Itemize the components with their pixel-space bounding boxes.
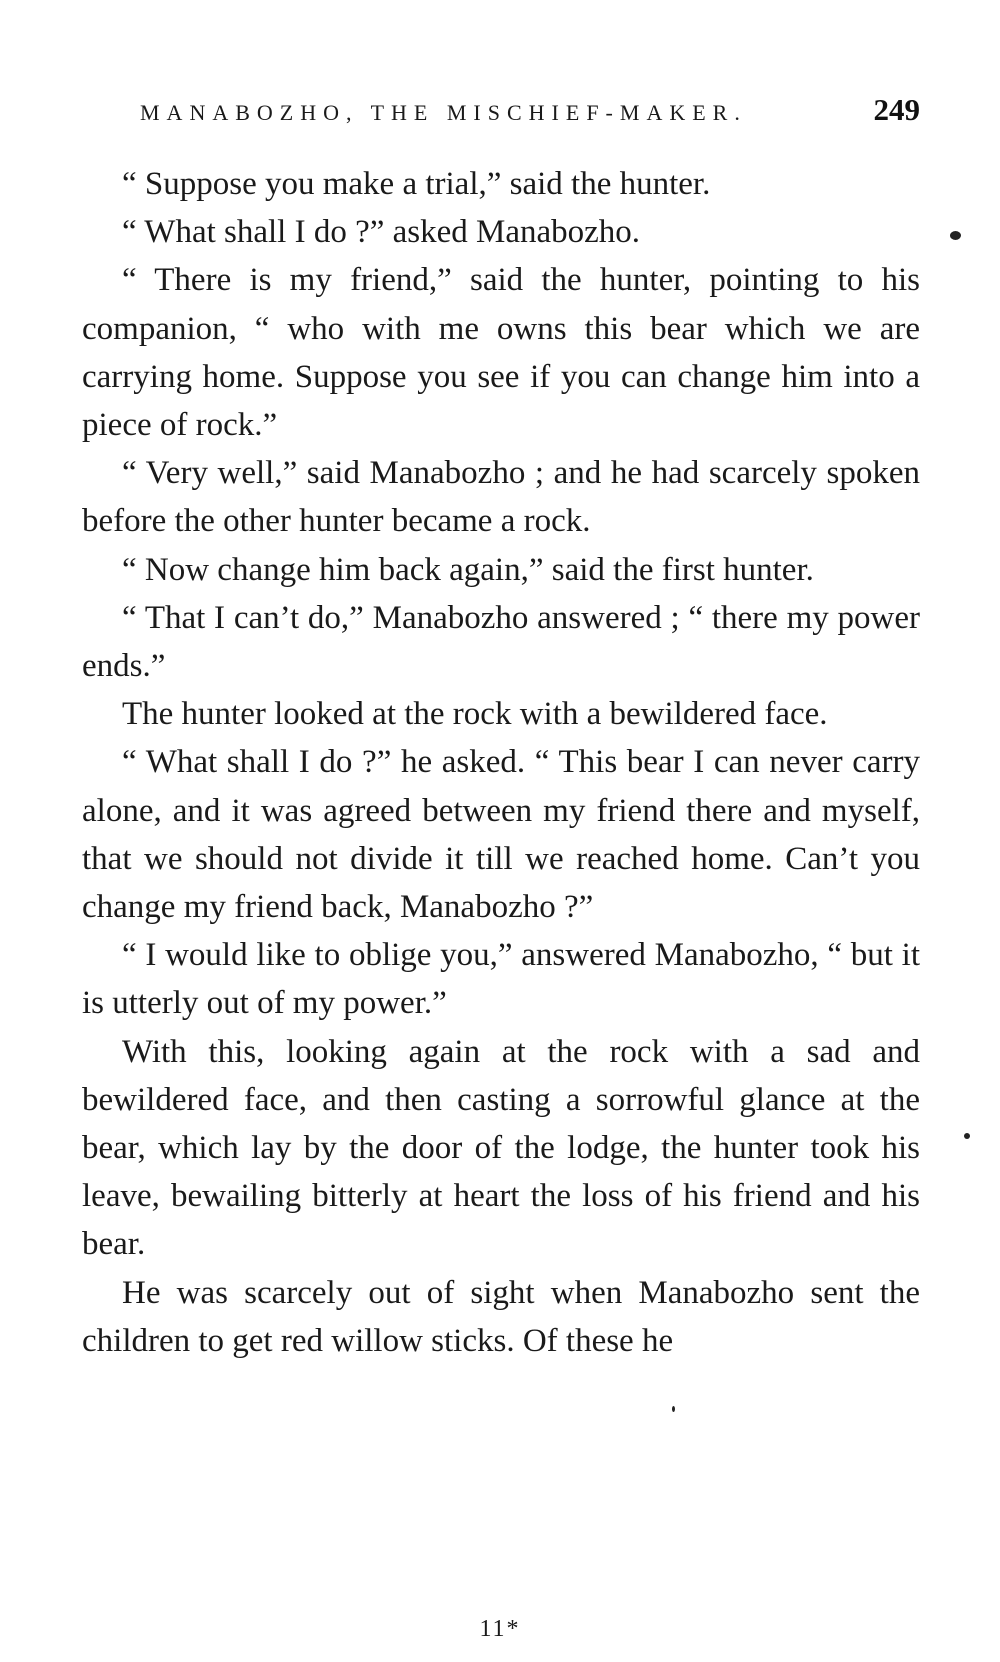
- running-head: [140, 92, 920, 136]
- paragraph: With this, looking again at the rock with a sad and bewildered face, and then casting a sorrowful glance at the bear, which lay by the door of the lodge, the hunter took his leave, bewailing bitterly at heart the loss of his friend and his bear.: [82, 1033, 920, 1263]
- running-title: MANABOZHO, THE MISCHIEF-MAKER.: [140, 100, 747, 125]
- paragraph: “ What shall I do ?” asked Manabozho.: [122, 214, 641, 251]
- signature-mark: 11*: [479, 1616, 521, 1642]
- paragraph: “ What shall I do ?” he asked. “ This bear I can never carry alone, and it was agreed between my friend there and myself, that we should not divide it till we reached home. Can’t you change my friend back, Manabozho ?”: [82, 744, 920, 926]
- paragraph: “ I would like to oblige you,” answered Manabozho, “ but it is utterly out of my power.”: [82, 937, 920, 1022]
- ink-speck: [950, 231, 961, 240]
- paragraph: The hunter looked at the rock with a bewildered face.: [122, 696, 828, 733]
- paragraph: “ Very well,” said Manabozho ; and he had scarcely spoken before the other hunter became a rock.: [82, 455, 920, 540]
- ink-speck: [964, 1133, 970, 1139]
- page-number: 249: [873, 92, 920, 127]
- body-text: [82, 160, 920, 1365]
- paragraph: “ Suppose you make a trial,” said the hunter.: [122, 166, 711, 202]
- ink-speck: [672, 1406, 675, 1412]
- paragraph: He was scarcely out of sight when Manabozho sent the children to get red willow sticks. Of these he: [82, 1274, 920, 1359]
- paragraph: “ There is my friend,” said the hunter, pointing to his companion, “ who with me owns this bear which we are carrying home. Suppose you see if you can change him into a piece of rock.”: [82, 262, 920, 444]
- paragraph: “ Now change him back again,” said the first hunter.: [122, 551, 814, 588]
- paragraph: “ That I can’t do,” Manabozho answered ; “ there my power ends.”: [82, 599, 920, 685]
